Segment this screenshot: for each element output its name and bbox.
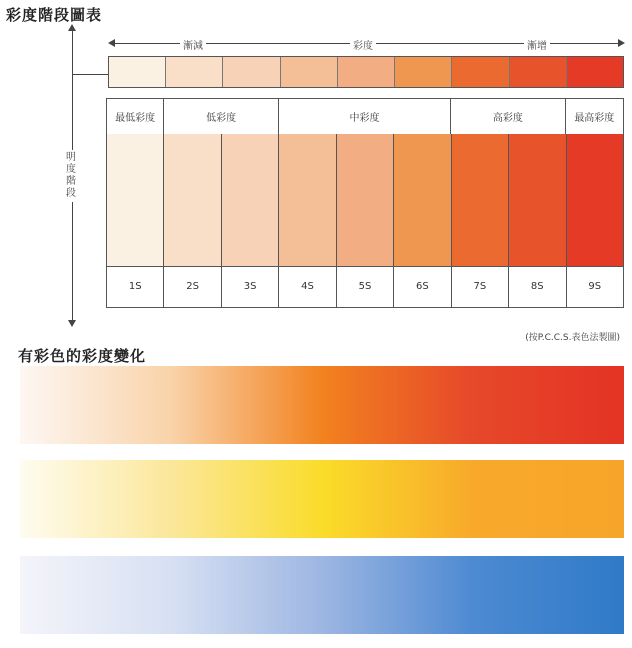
strip-swatch — [281, 57, 338, 87]
category-row — [107, 99, 623, 135]
red-gradient-bar — [20, 366, 624, 444]
strip-swatch — [223, 57, 280, 87]
color-swatch — [164, 134, 221, 266]
category-label: 高彩度 — [451, 99, 566, 134]
source-note: (按P.C.C.S.表色法製圖) — [525, 333, 620, 343]
strip-swatch — [567, 57, 623, 87]
step-code: 1S — [107, 266, 164, 307]
axis-connector-line — [72, 74, 108, 75]
step-code: 2S — [164, 266, 221, 307]
strip-swatch — [395, 57, 452, 87]
blue-gradient-bar — [20, 556, 624, 634]
color-swatch — [337, 134, 394, 266]
strip-swatch — [166, 57, 223, 87]
gradient-title: 有彩色的彩度變化 — [18, 347, 147, 365]
step-code: 7S — [452, 266, 509, 307]
step-code: 5S — [337, 266, 394, 307]
step-code: 8S — [509, 266, 566, 307]
color-swatch — [567, 134, 623, 266]
color-swatch — [222, 134, 279, 266]
color-swatch — [452, 134, 509, 266]
axis-label-increase: 漸增 — [524, 37, 550, 52]
category-label: 低彩度 — [164, 99, 279, 134]
color-swatch — [394, 134, 451, 266]
arrow-left-icon — [108, 39, 115, 47]
vertical-axis-label: 明度階段 — [64, 150, 78, 202]
arrow-down-icon — [68, 320, 76, 327]
axis-label-chroma: 彩度 — [350, 37, 376, 52]
axis-label-decrease: 漸減 — [180, 37, 206, 52]
chroma-table — [106, 98, 624, 308]
step-code: 3S — [222, 266, 279, 307]
chroma-strip — [108, 56, 624, 88]
swatch-row — [107, 134, 623, 267]
color-swatch — [509, 134, 566, 266]
arrow-up-icon — [68, 24, 76, 31]
step-code: 4S — [279, 266, 336, 307]
category-label: 最低彩度 — [107, 99, 164, 134]
yellow-gradient-bar — [20, 460, 624, 538]
chart-title: 彩度階段圖表 — [6, 6, 103, 24]
step-code: 9S — [588, 281, 602, 292]
strip-swatch — [452, 57, 509, 87]
step-code: 6S — [394, 266, 451, 307]
code-row — [107, 266, 623, 307]
category-label: 中彩度 — [279, 99, 451, 134]
strip-swatch — [338, 57, 395, 87]
arrow-right-icon — [618, 39, 625, 47]
strip-swatch — [109, 57, 166, 87]
category-label: 最高彩度 — [574, 113, 615, 124]
color-swatch — [279, 134, 336, 266]
color-swatch — [107, 134, 164, 266]
strip-swatch — [510, 57, 567, 87]
